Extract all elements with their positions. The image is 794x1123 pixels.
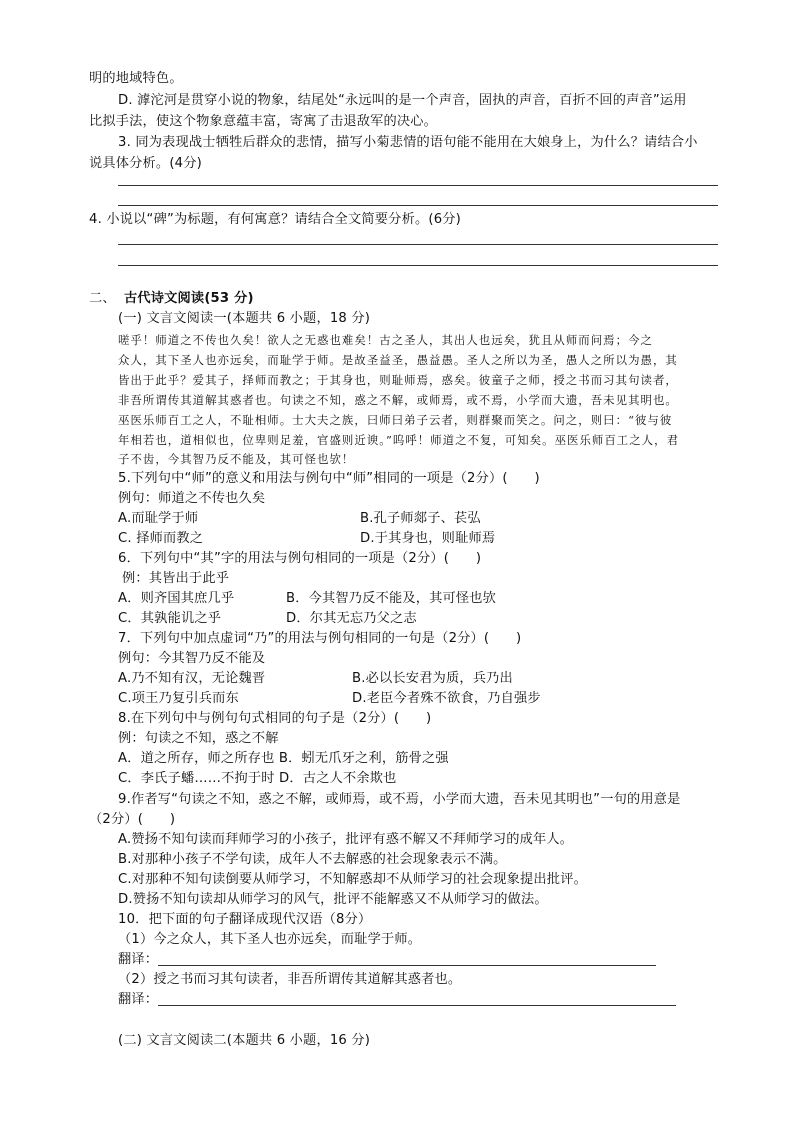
sentence-2: （2）授之书而习其句读者，非吾所谓传其道解其惑者也。 xyxy=(118,972,462,987)
translation-line[interactable] xyxy=(158,1005,676,1006)
passage-line: 皆出于此乎？爱其子，择师而教之；于其身也，则耻师焉，惑矣。彼童子之师，授之书而习其句读者， xyxy=(118,373,678,387)
option-a[interactable]: A．则齐国其庶几乎 xyxy=(118,591,235,606)
answer-line[interactable] xyxy=(118,185,718,186)
option-d[interactable]: D.老臣今者殊不欲食，乃自强步 xyxy=(352,691,541,706)
text-line: 明的地域特色。 xyxy=(89,71,183,86)
option-b[interactable]: B.对那种小孩子不学句读，成年人不去解惑的社会现象表示不满。 xyxy=(118,852,507,867)
option-d-line: D. 滹沱河是贯穿小说的物象，结尾处“永远叫的是一个声音，固执的声音，百折不回的声音”运用 xyxy=(118,93,687,108)
section-heading: 古代诗文阅读(53 分) xyxy=(124,291,254,306)
passage-line: 嗟乎！师道之不传也久矣！欲人之无惑也难矣！古之圣人，其出人也远矣，犹且从师而问焉；今之 xyxy=(118,333,653,347)
options-a-b[interactable]: A．道之所存，师之所存也 B．蚓无爪牙之利，筋骨之强 xyxy=(118,751,449,766)
option-d[interactable]: D.于其身也，则耻师焉 xyxy=(360,531,496,546)
passage-line: 巫医乐师百工之人，不耻相师。士大夫之族，曰师曰弟子云者，则群聚而笑之。问之，则曰：“彼与彼 xyxy=(118,413,673,427)
subsection-heading: (二) 文言文阅读二(本题共 6 小题，16 分) xyxy=(118,1033,371,1048)
question-8-example: 例：句读之不知，惑之不解 xyxy=(118,731,279,746)
passage-line: 子不齿，今其智乃反不能及，其可怪也欤！ xyxy=(118,452,355,466)
question-6-example: 例：其皆出于此乎 xyxy=(122,571,230,586)
option-b[interactable]: B.必以长安君为质，兵乃出 xyxy=(352,671,513,686)
option-a[interactable]: A.而耻学于师 xyxy=(118,511,199,526)
question-5-example: 例句：师道之不传也久矣 xyxy=(118,491,266,506)
answer-line[interactable] xyxy=(118,205,718,206)
question-10-stem: 10．把下面的句子翻译成现代汉语（8分） xyxy=(118,912,372,927)
option-c[interactable]: C. 择师而教之 xyxy=(118,531,204,546)
question-3-line: 说具体分析。(4分) xyxy=(89,156,202,171)
question-6-stem: 6．下列句中“其”字的用法与例句相同的一项是（2分）( ) xyxy=(118,551,482,566)
subsection-heading: (一) 文言文阅读一(本题共 6 小题，18 分) xyxy=(118,311,371,326)
passage-line: 非吾所谓传其道解其惑者也。句读之不知，惑之不解，或师焉，或不焉，小学而大遗，吾未见其明也。 xyxy=(118,393,678,407)
translation-label: 翻译： xyxy=(118,992,159,1007)
option-b[interactable]: B.孔子师郯子、苌弘 xyxy=(360,511,481,526)
option-d[interactable]: D.赞扬不知句读却从师学习的风气，批评不能解惑又不从师学习的做法。 xyxy=(118,892,548,907)
passage-line: 众人，其下圣人也亦远矣，而耻学于师。是故圣益圣，愚益愚。圣人之所以为圣，愚人之所以为愚，其 xyxy=(118,353,678,367)
answer-line[interactable] xyxy=(118,244,718,245)
option-a[interactable]: A.乃不知有汉，无论魏晋 xyxy=(118,671,266,686)
option-b[interactable]: B．今其智乃反不能及，其可怪也欤 xyxy=(286,591,497,606)
option-a[interactable]: A.赞扬不知句读而拜师学习的小孩子，批评有惑不解又不拜师学习的成年人。 xyxy=(118,832,574,847)
question-9-stem: 9.作者写“句读之不知，惑之不解，或师焉，或不焉，小学而大遗，吾未见其明也”一句的用意是 xyxy=(118,792,681,807)
question-7-stem: 7．下列句中加点虚词“乃”的用法与例句相同的一句是（2分）( ) xyxy=(118,631,522,646)
translation-label: 翻译： xyxy=(118,952,159,967)
option-c[interactable]: C．其孰能讥之乎 xyxy=(118,611,222,626)
sentence-1: （1）今之众人，其下圣人也亦远矣，而耻学于师。 xyxy=(118,932,422,947)
section-number: 二、 xyxy=(89,291,116,306)
question-3-line: 3. 同为表现战士牺牲后群众的悲情，描写小菊悲情的语句能不能用在大娘身上，为什么？请结合小 xyxy=(118,135,698,150)
option-c[interactable]: C.对那种不知句读倒要从师学习，不知解惑却不从师学习的社会现象提出批评。 xyxy=(118,872,587,887)
options-c-d[interactable]: C．李氏子蟠……不拘于时 D．古之人不余欺也 xyxy=(118,771,397,786)
passage-line: 年相若也，道相似也，位卑则足羞，官盛则近谀。”呜呼！师道之不复，可知矣。巫医乐师百工之人，君 xyxy=(118,433,680,447)
question-5-stem: 5.下列句中“师”的意义和用法与例句中“师”相同的一项是（2分）( ) xyxy=(118,471,540,486)
question-8-stem: 8.在下列句中与例句句式相同的句子是（2分）( ) xyxy=(118,711,432,726)
answer-line[interactable] xyxy=(118,265,718,266)
question-4: 4. 小说以“碑”为标题，有何寓意？请结合全文简要分析。(6分) xyxy=(89,212,462,227)
translation-line[interactable] xyxy=(158,965,656,966)
question-7-example: 例句：今其智乃反不能及 xyxy=(118,651,266,666)
option-c[interactable]: C.项王乃复引兵而东 xyxy=(118,691,239,706)
question-9-stem: （2分）( ) xyxy=(89,812,176,827)
option-d-line: 比拟手法，使这个物象意蕴丰富，寄寓了击退敌军的决心。 xyxy=(89,114,438,129)
option-d[interactable]: D．尔其无忘乃父之志 xyxy=(286,611,417,626)
